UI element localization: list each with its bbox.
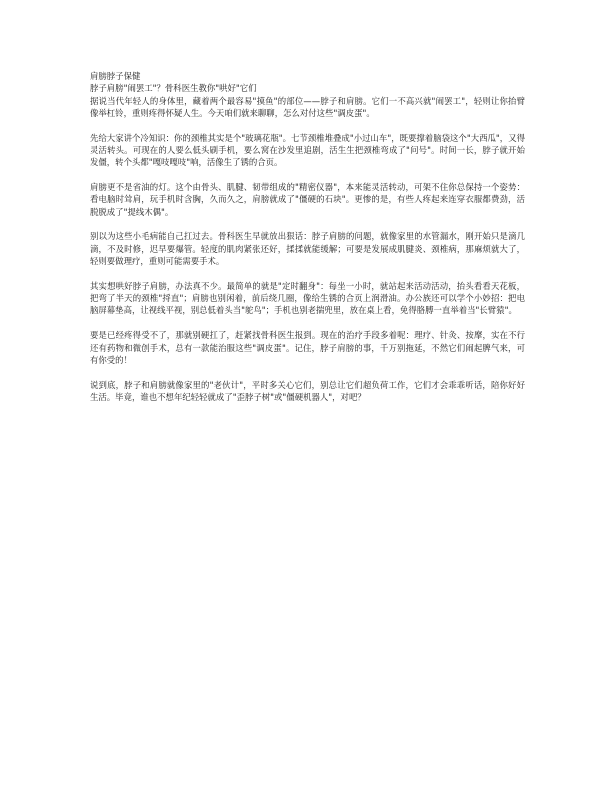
document-title: 肩膀脖子保健 <box>90 71 141 81</box>
document-subtitle: 脖子肩膀"闹罢工"？骨科医生教你"哄好"它们 <box>90 83 257 94</box>
paragraph: 别以为这些小毛病能自己扛过去。骨科医生早就放出狠话：脖子肩膀的问题，就像家里的水管漏水，刚开始只是滴几滴，不及时修，迟早要爆管。轻度的肌肉紧张还好，揉揉就能缓解；可要是发展成肌腱炎、颈椎病，那麻烦就大了，轻则要做理疗，重则可能需要手术。 <box>90 231 525 267</box>
document-body <box>90 70 525 416</box>
paragraph: 说到底，脖子和肩膀就像家里的"老伙计"，平时多关心它们，别总让它们超负荷工作，它们才会乖乖听话，陪你好好生活。毕竟，谁也不想年纪轻轻就成了"歪脖子树"或"僵硬机器人"，对吧？ <box>90 379 525 402</box>
paragraph: 其实想哄好脖子肩膀，办法真不少。最简单的就是"定时翻身"：每坐一小时，就站起来活动活动，抬头看看天花板，把弯了半天的颈椎"捋直"；肩膀也别闲着，前后绕几圈，像给生锈的合页上润滑油。办公族还可以学个小妙招：把电脑屏幕垫高，让视线平视，别总低着头当"鸵鸟"；手机也别老揣兜里，放在桌上看，免得胳膊一直举着当"长臂猿"。 <box>90 280 525 316</box>
paragraph: 肩膀更不是省油的灯。这个由骨头、肌腱、韧带组成的"精密仪器"，本来能灵活转动，可架不住你总保持一个姿势：看电脑时耸肩，玩手机时含胸，久而久之，肩膀就成了"僵硬的石块"。更惨的是，有些人疼起来连穿衣服都费劲，活脱脱成了"提线木偶"。 <box>90 182 525 217</box>
paragraph: 要是已经疼得受不了，那就别硬扛了，赶紧找骨科医生报到。现在的治疗手段多着呢：理疗、针灸、按摩，实在不行还有药物和微创手术，总有一款能治服这些"调皮蛋"。记住，脖子肩膀的事，千万别拖延，不然它们闹起脾气来，可有你受的！ <box>90 330 525 365</box>
paragraph: 先给大家讲个冷知识：你的颈椎其实是个"玻璃花瓶"。七节颈椎堆叠成"小过山车"，既要撑着脑袋这个"大西瓜"，又得灵活转头。可现在的人要么低头刷手机，要么窝在沙发里追剧，活生生把颈椎弯成了"问号"。时间一长，脖子就开始发僵，转个头都"嘎吱嘎吱"响，活像生了锈的合页。 <box>90 132 525 168</box>
paragraph: 据说当代年轻人的身体里，藏着两个最容易"摸鱼"的部位——脖子和肩膀。它们一不高兴就"闹罢工"，轻则让你抬臂像举杠铃，重则疼得怀疑人生。今天咱们就来聊聊，怎么对付这些"调皮蛋"。 <box>90 95 525 118</box>
